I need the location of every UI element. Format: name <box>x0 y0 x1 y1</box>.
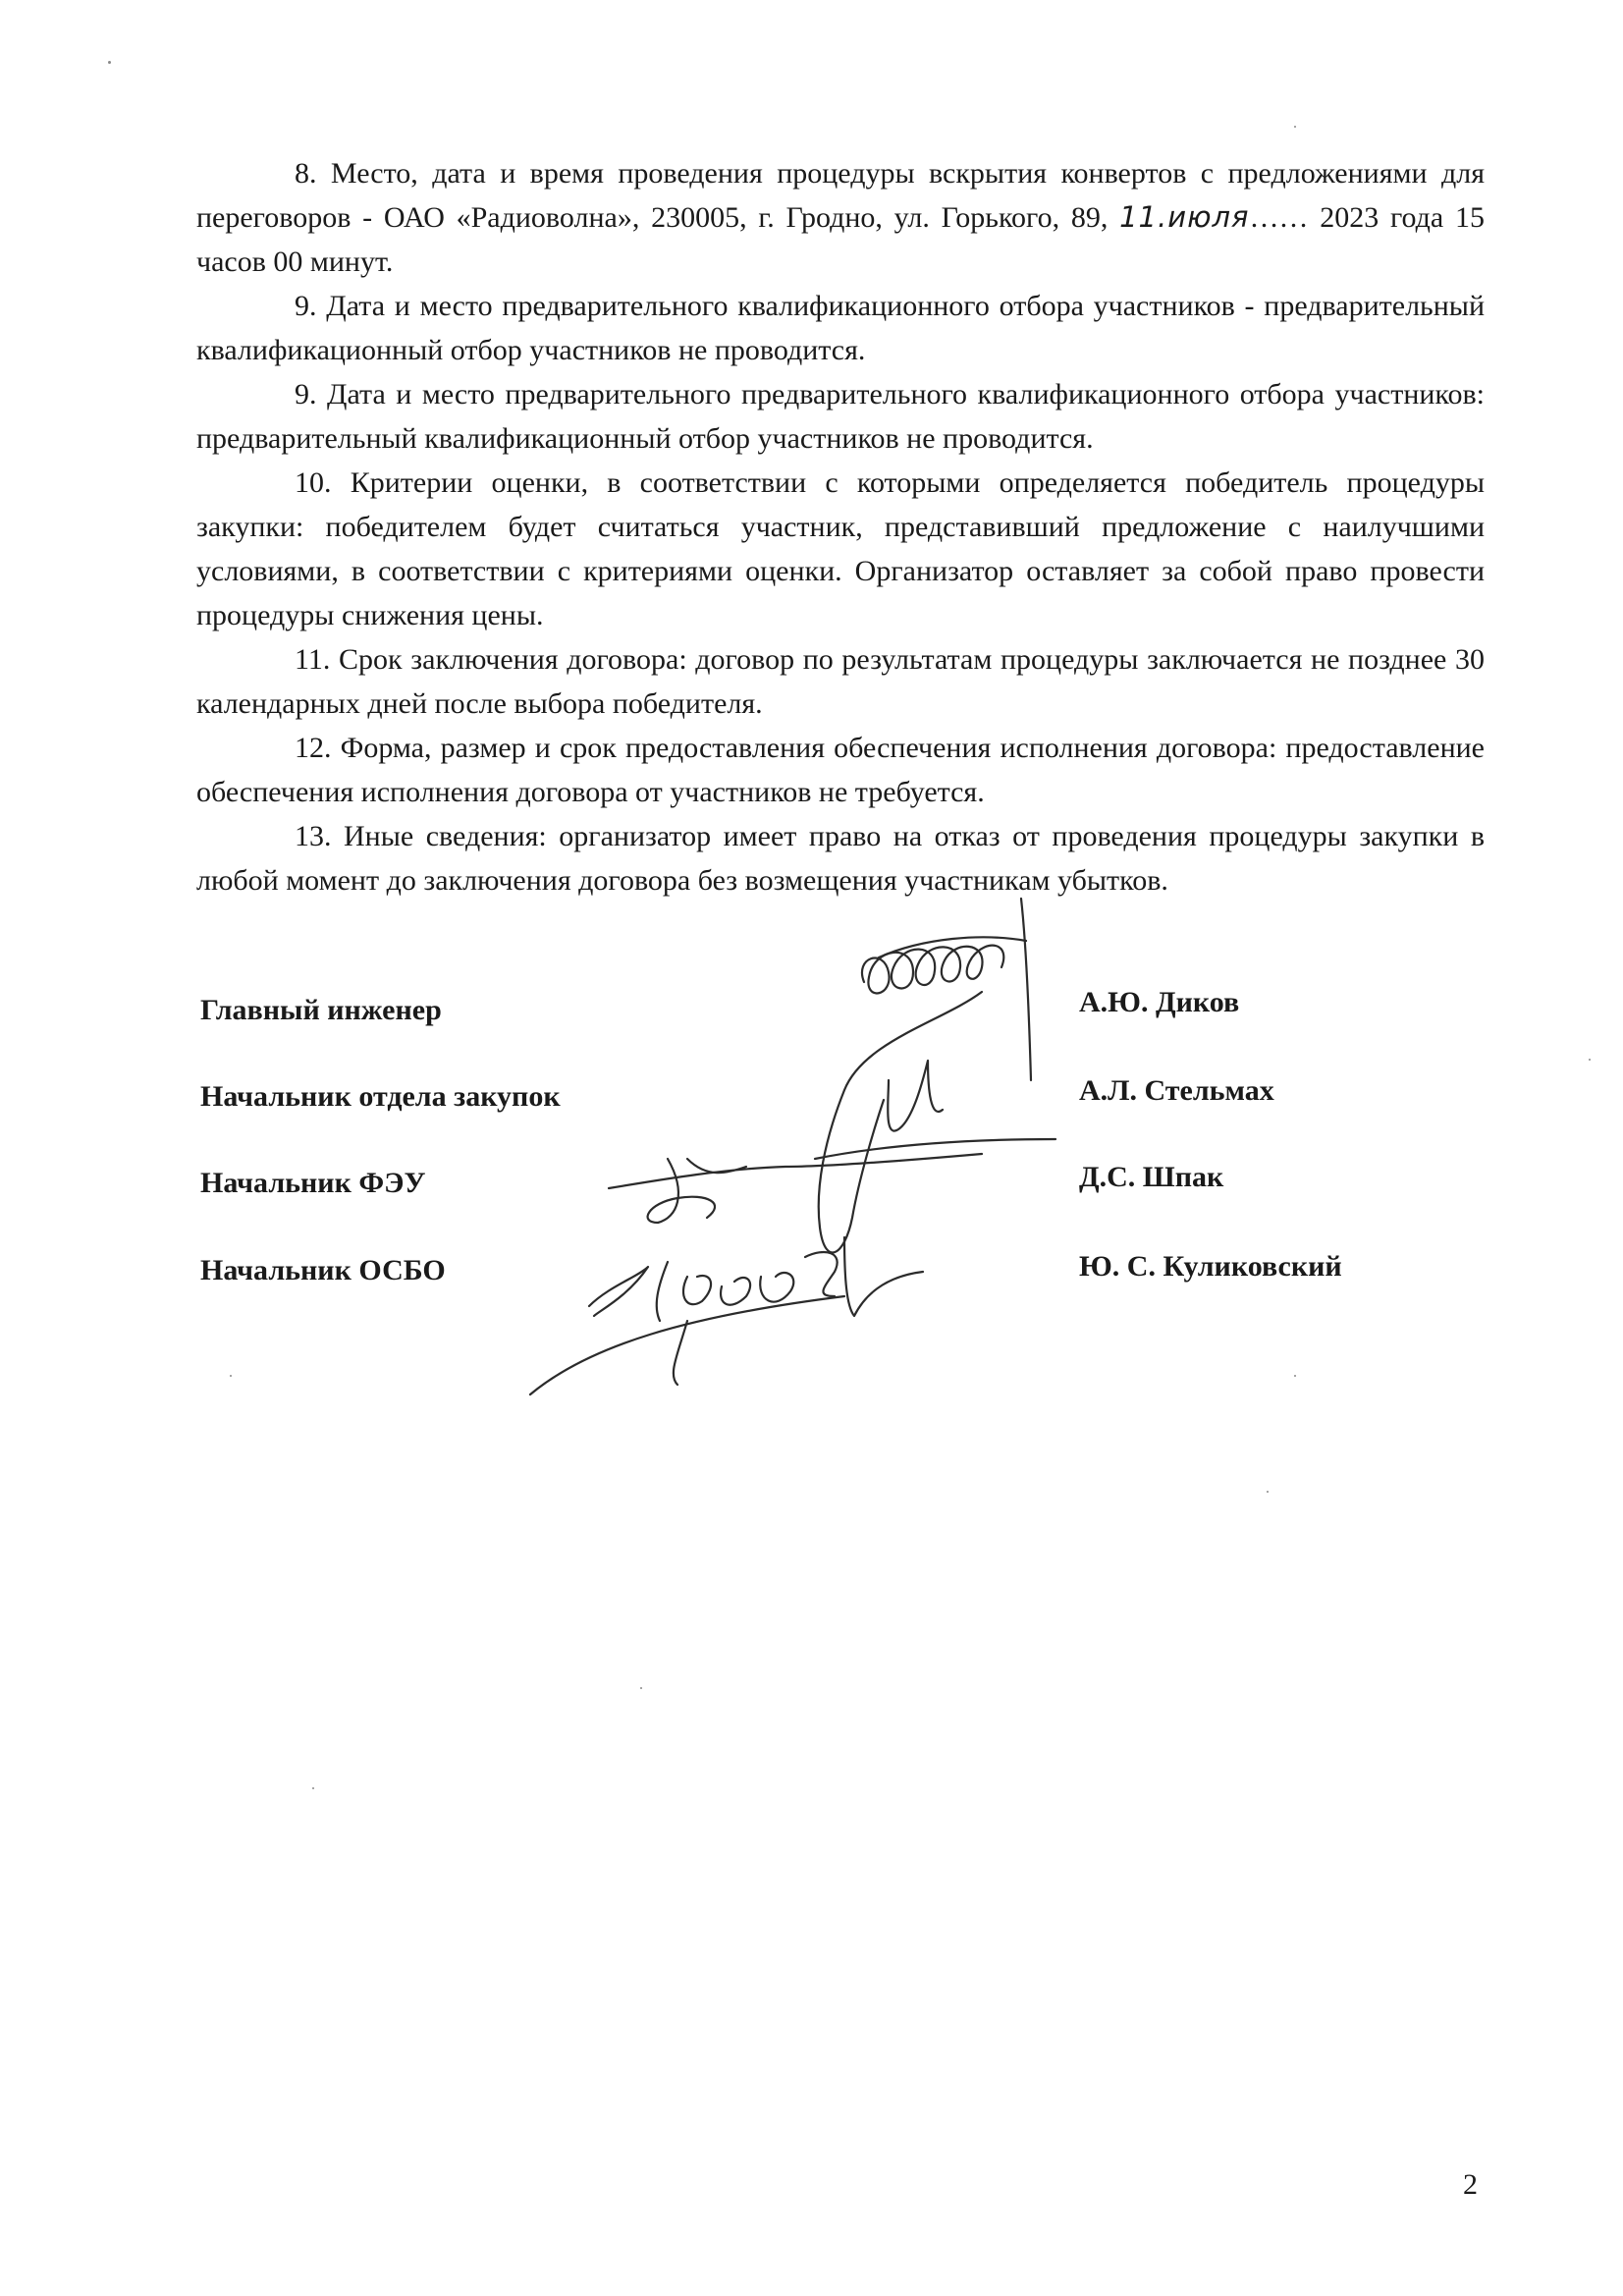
scan-speck <box>1589 1059 1591 1061</box>
scan-speck <box>640 1687 642 1689</box>
signatory-role: Главный инженер <box>200 994 442 1026</box>
document-body <box>196 151 1485 902</box>
handwritten-date: 11. <box>1119 200 1168 234</box>
signatory-role: Начальник ОСБО <box>200 1254 446 1286</box>
paragraph-9a: 9. Дата и место предварительного квалификационного отбора участников - предварительный квалификационный отбор участников не проводится. <box>196 290 1485 366</box>
scan-speck <box>312 1787 314 1789</box>
signatory-row-procurement-head <box>200 1074 1477 1129</box>
paragraph-8-text: 8. Место, дата и время проведения процедуры вскрытия конвертов с предложениями для переговоров - ОАО «Радиоволна», 230005, г. Гродно, ул. Горького, 89, <box>196 157 1485 234</box>
signatory-name: А.Л. Стельмах <box>1079 1074 1274 1107</box>
signatory-row-feu-head <box>200 1161 1477 1216</box>
paragraph-8 <box>196 151 1485 284</box>
scan-speck <box>1294 126 1296 128</box>
scan-speck <box>108 61 111 64</box>
scan-speck <box>1267 1491 1269 1493</box>
signature-dikov <box>862 899 1031 1080</box>
scan-speck <box>1294 1375 1296 1377</box>
signatory-role: Начальник ФЭУ <box>200 1167 426 1199</box>
page-number: 2 <box>1463 2168 1478 2201</box>
signatory-row-osbo-head <box>200 1250 1477 1303</box>
signatory-row-chief-engineer <box>200 986 1477 1043</box>
signatory-name: А.Ю. Диков <box>1079 986 1240 1018</box>
paragraph-8-tail: …… 2023 года 15 часов 00 минут. <box>196 201 1485 278</box>
signatory-name: Ю. С. Куликовский <box>1079 1250 1342 1283</box>
paragraph-12: 12. Форма, размер и срок предоставления обеспечения исполнения договора: предоставление обеспечения исполнения договора от участников не требуется. <box>196 732 1485 808</box>
handwritten-month: июля <box>1167 200 1250 234</box>
scan-speck <box>230 1375 232 1377</box>
signatory-name: Д.С. Шпак <box>1079 1161 1224 1193</box>
paragraph-11: 11. Срок заключения договора: договор по результатам процедуры заключается не позднее 30 календарных дней после выбора победителя. <box>196 643 1485 720</box>
paragraph-9b: 9. Дата и место предварительного предварительного квалификационного отбора участников: предварительный квалификационный отбор участников не проводится. <box>196 378 1485 455</box>
paragraph-10: 10. Критерии оценки, в соответствии с которыми определяется победитель процедуры закупки: победителем будет считаться участник, представивший предложение с наилучшими условиями, в соответствии с критериями оценки. Организатор оставляет за собой право провести процедуры снижения цены. <box>196 466 1485 631</box>
paragraph-13: 13. Иные сведения: организатор имеет право на отказ от проведения процедуры закупки в любой момент до заключения договора без возмещения участникам убытков. <box>196 820 1485 897</box>
signatory-role: Начальник отдела закупок <box>200 1080 561 1113</box>
